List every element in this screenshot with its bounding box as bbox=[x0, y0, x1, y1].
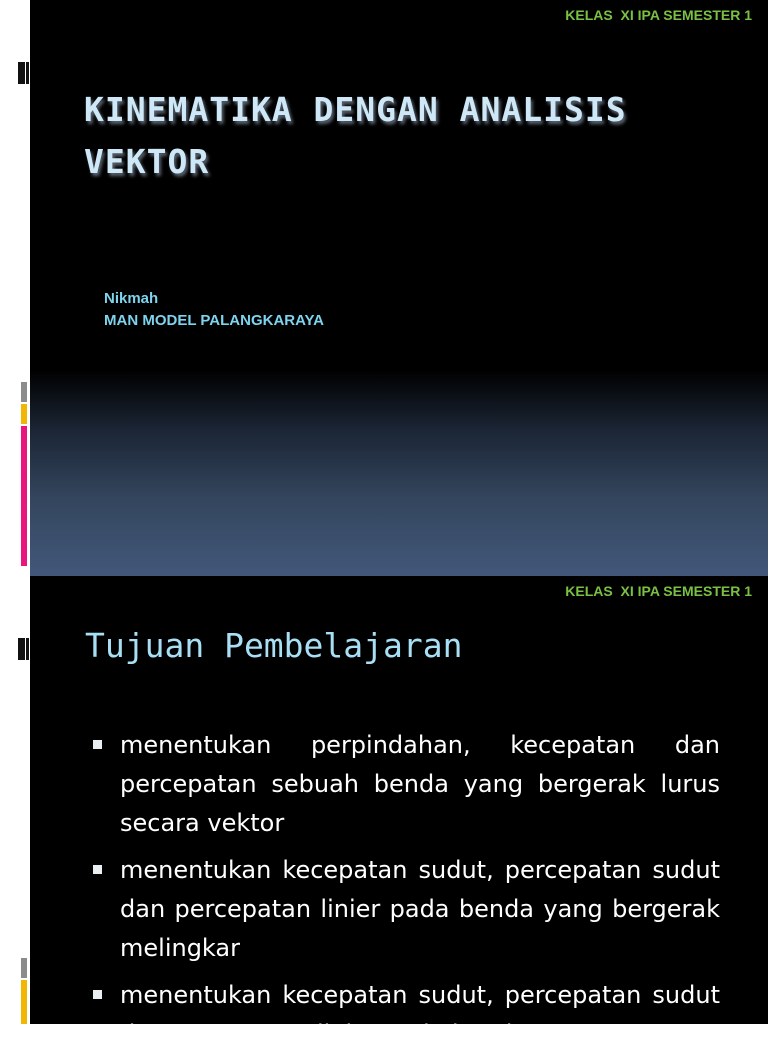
slide-edge-marker bbox=[18, 638, 25, 660]
presentation-title: KINEMATIKA DENGAN ANALISIS VEKTOR bbox=[84, 90, 627, 181]
list-item bbox=[88, 976, 720, 1054]
author-school: MAN MODEL PALANGKARAYA bbox=[104, 312, 325, 329]
accent-bar-gold bbox=[21, 404, 27, 424]
author-block bbox=[104, 288, 324, 332]
objective-text: menentukan kecepatan sudut, percepatan sudut dan percepatan linier pada benda yang bergerak melingkar bbox=[120, 856, 720, 962]
objectives-list bbox=[88, 726, 720, 1062]
accent-bar-gold bbox=[21, 980, 27, 1024]
course-tag: KELAS XI IPA SEMESTER 1 bbox=[565, 583, 752, 599]
course-tag: KELAS XI IPA SEMESTER 1 bbox=[565, 7, 752, 23]
slide-heading: Tujuan Pembelajaran bbox=[85, 626, 463, 665]
accent-bar-gray bbox=[21, 958, 27, 978]
slide-edge-marker bbox=[18, 62, 25, 84]
list-item bbox=[88, 726, 720, 843]
square-bullet-icon bbox=[93, 740, 102, 749]
objective-text: menentukan kecepatan sudut, percepatan sudut dan percepatan linier pada benda yang bbox=[120, 981, 720, 1048]
accent-bar-magenta bbox=[21, 426, 27, 566]
list-item bbox=[88, 851, 720, 968]
slide-objectives bbox=[0, 576, 768, 1048]
objective-text: menentukan perpindahan, kecepatan dan percepatan sebuah benda yang bergerak lurus secara vektor bbox=[120, 731, 720, 837]
square-bullet-icon bbox=[93, 865, 102, 874]
accent-bar-gray bbox=[21, 382, 27, 402]
square-bullet-icon bbox=[93, 990, 102, 999]
author-name: Nikmah bbox=[104, 290, 159, 307]
